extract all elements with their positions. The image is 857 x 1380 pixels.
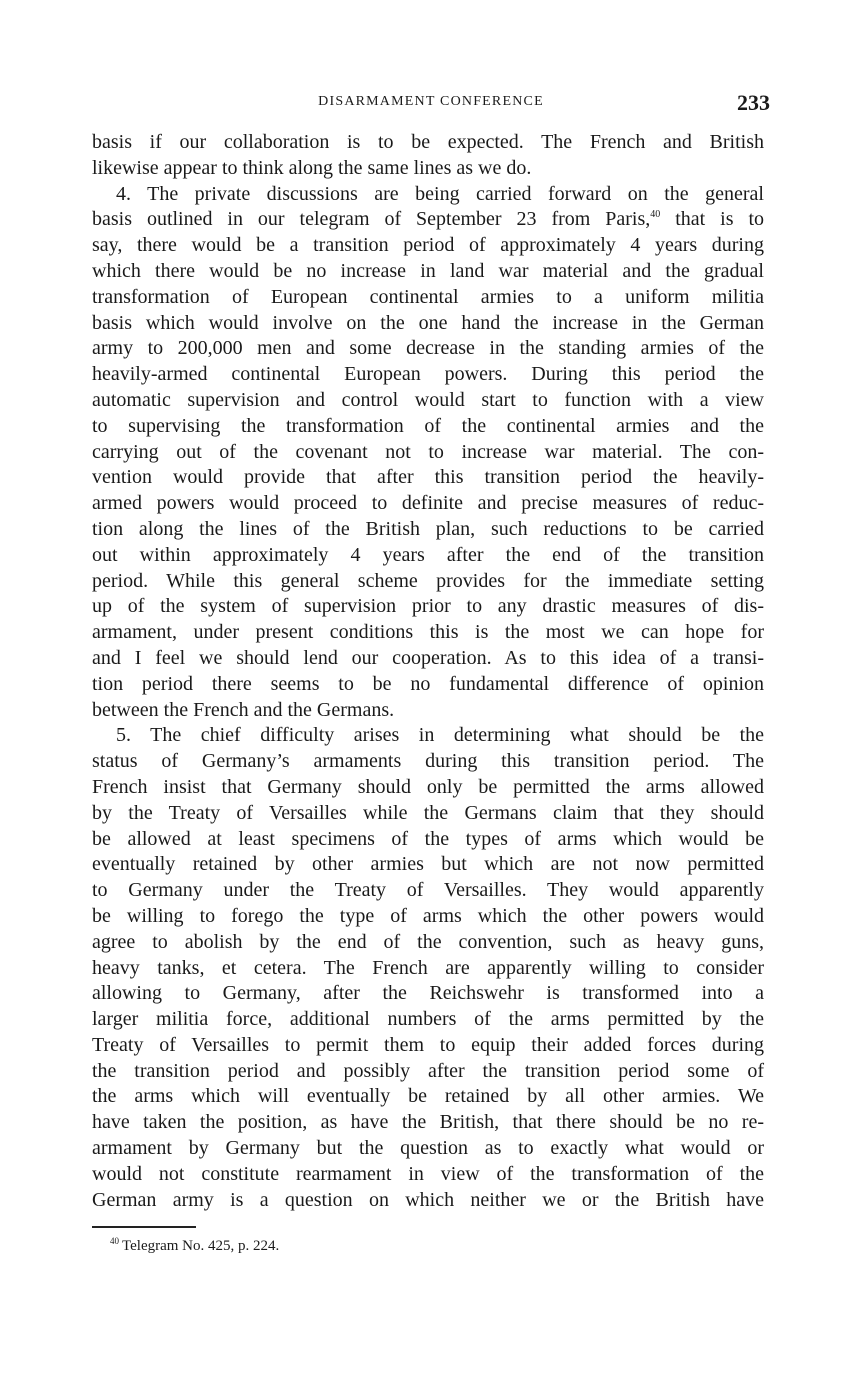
text-line: be willing to forego the type of arms which the other powers would [92, 904, 764, 927]
text-line: basis which would involve on the one hand the increase in the German [92, 311, 764, 334]
text-line: eventually retained by other armies but which are not now permitted [92, 853, 764, 876]
text-line: to supervising the transformation of the continental armies and the [92, 414, 764, 437]
text-line: the arms which will eventually be retained by all other armies. We [92, 1085, 764, 1108]
text-line: say, there would be a transition period of approximately 4 years during [92, 234, 764, 257]
footnote-divider [92, 1226, 196, 1228]
running-head [92, 90, 770, 120]
text-line: between the French and the Germans. [92, 698, 395, 721]
footnote [110, 1238, 510, 1255]
text-line: out within approximately 4 years after the end of the transition [92, 543, 764, 566]
page-number: 233 [737, 90, 770, 115]
text-line: the transition period and possibly after the transition period some of [92, 1059, 764, 1082]
footnote-text: Telegram No. 425, p. 224. [122, 1238, 280, 1254]
text-line: up of the system of supervision prior to any drastic measures of dis- [92, 595, 764, 618]
text-line: likewise appear to think along the same lines as we do. [92, 156, 532, 179]
text-line: vention would provide that after this transition period the heavily- [92, 466, 764, 489]
text-line: Treaty of Versailles to permit them to equip their added forces during [92, 1033, 764, 1056]
text-line: heavy tanks, et cetera. The French are apparently willing to consider [92, 956, 764, 979]
text-line: French insist that Germany should only be permitted the arms allowed [92, 775, 764, 798]
text-line: status of Germany’s armaments during this transition period. The [92, 750, 764, 773]
text-line: basis if our collaboration is to be expected. The French and British [92, 131, 764, 153]
footnote-marker: 40 [110, 1236, 119, 1246]
text-line: armament by Germany but the question as to exactly what would or [92, 1137, 764, 1160]
text-line: tion along the lines of the British plan, such reductions to be carried [92, 517, 764, 540]
text-line: automatic supervision and control would start to function with a view [92, 388, 764, 411]
text-line: army to 200,000 men and some decrease in the standing armies of the [92, 337, 764, 360]
text-line: transformation of European continental armies to a uniform militia [92, 285, 764, 308]
text-line: allowing to Germany, after the Reichswehr is transformed into a [92, 982, 764, 1005]
text-line: agree to abolish by the end of the convention, such as heavy guns, [92, 930, 764, 953]
body-text [92, 130, 764, 1213]
text-line: would not constitute rearmament in view of the transformation of the [92, 1162, 764, 1185]
text-segment: basis outlined in our telegram of September 23 from Paris, [92, 208, 651, 231]
text-line: carrying out of the covenant not to increase war material. The con- [92, 440, 764, 463]
text-line: and I feel we should lend our cooperation. As to this idea of a transi- [92, 646, 764, 669]
text-line: by the Treaty of Versailles while the Germans claim that they should [92, 801, 764, 824]
text-line: have taken the position, as have the British, that there should be no re- [92, 1111, 764, 1134]
text-line: be allowed at least specimens of the types of arms which would be [92, 827, 764, 850]
text-line: armament, under present conditions this is the most we can hope for [92, 621, 764, 644]
text-line: armed powers would proceed to definite and precise measures of reduc- [92, 492, 764, 515]
text-line: 5. The chief difficulty arises in determining what should be the [116, 724, 764, 747]
text-line [92, 207, 764, 233]
text-line: period. While this general scheme provides for the immediate setting [92, 569, 764, 592]
text-line: German army is a question on which neither we or the British have [92, 1188, 764, 1211]
text-line: 4. The private discussions are being carried forward on the general [116, 182, 764, 205]
text-line: which there would be no increase in land war material and the gradual [92, 259, 764, 282]
footnote-reference[interactable]: 40 [650, 209, 661, 221]
text-segment: that is to [675, 208, 765, 231]
text-line: to Germany under the Treaty of Versailles. They would apparently [92, 879, 764, 902]
text-line: tion period there seems to be no fundamental difference of opinion [92, 672, 764, 695]
text-line: larger militia force, additional numbers of the arms permitted by the [92, 1008, 764, 1031]
text-line: heavily-armed continental European powers. During this period the [92, 363, 764, 386]
running-title: DISARMAMENT CONFERENCE [318, 94, 544, 109]
